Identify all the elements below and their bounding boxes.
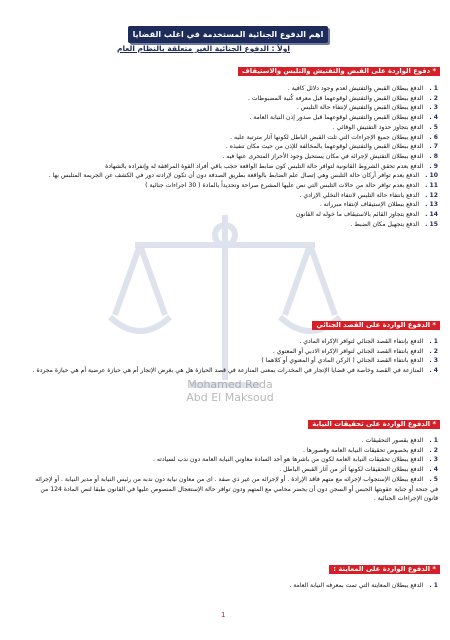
- item-text: الدفع بقصور التحقيقات .: [361, 437, 424, 444]
- item-text: الدفع بانتفاء القصد الجنائي لتوافر الإكراه الادبي أو المعنوي .: [272, 347, 424, 355]
- list-item: [28, 84, 438, 94]
- item-number: 12 .: [425, 191, 438, 199]
- list-item: [28, 133, 438, 143]
- item-number: 8 .: [429, 152, 438, 160]
- list-item: [28, 475, 438, 504]
- list-item: [28, 455, 438, 465]
- group-list-prosecution-investigations: [28, 436, 438, 504]
- list-item: [28, 142, 438, 152]
- item-text: الدفع ببطلان التحقيقات لكونها أثر من آثار القبض الباطل .: [279, 466, 424, 474]
- item-number: 9 .: [429, 162, 438, 170]
- item-number: 7 .: [429, 143, 438, 151]
- list-item: [28, 465, 438, 475]
- item-number: 14 .: [425, 211, 438, 219]
- item-text: الدفع بانتفاء حالة التلبس لانتفاء التخلي الإرادي .: [299, 191, 420, 199]
- item-text: المنازعة في القصد وخاصة في قضايا الإتجار في المخدرات بمعنى المنازعة في قصد الحيازة هل هي بغرض الإتجار أم هي حيازة عرضية أم هي حيازة مجردة .: [32, 367, 424, 375]
- item-text: الدفع ببطلان تحقيقات النيابة العامة لكون من باشرها هو أحد السادة معاوني النيابة العامة دون ندب لسيادته .: [153, 456, 424, 464]
- watermark-line-2: Abd El Maksoud: [186, 391, 274, 404]
- item-number: 1 .: [429, 582, 438, 589]
- item-number: 2 .: [429, 446, 438, 454]
- section-heading: اولاً : الدفوع الجنائية الغير متعلقة بالنظام العام: [116, 44, 290, 53]
- item-number: 1 .: [429, 338, 438, 345]
- item-number: 10 .: [425, 172, 438, 180]
- list-item: [28, 162, 438, 172]
- item-number: 1 .: [429, 437, 438, 444]
- item-text: الدفع بخصوص تحقيقات النيابة العامة وقصورها .: [302, 446, 424, 454]
- item-number: 4 .: [429, 367, 438, 375]
- list-item: [28, 181, 438, 191]
- item-number: 3 .: [429, 456, 438, 464]
- list-item: [28, 152, 438, 162]
- group-list-criminal-intent: [28, 337, 438, 376]
- item-number: 5 .: [429, 123, 438, 131]
- group-list-inspection: [28, 581, 438, 591]
- list-item: [28, 123, 438, 133]
- item-number: 6 .: [429, 133, 438, 141]
- item-number: 13 .: [425, 201, 438, 209]
- group-heading-arrest-search: * دفوع الواردة على القبض والتفتيش والتلبس والاستيقاف: [238, 67, 440, 76]
- item-text: الدفع بإنتفاء القصد الجنائي لتوافر الإكراه المادي .: [299, 338, 424, 345]
- item-text: الدفع بعدم توافر حالة من حالات التلبس التي نص عليها المشرع صراحة وتحديداً بالمادة ( 30 اجراءات جنائية ): [145, 182, 420, 190]
- item-text: الدفع بعدم توافر أركان حالة التلبس وهي إتصال علم الضابط بالواقعة بطريق الصدفة دون أن تكون لإرادته دور في الكشف عن الجريمة المتلبس بها .: [48, 172, 420, 180]
- page-title: اهم الدفوع الجنائية المستخدمة في اغلب القضايا: [128, 26, 328, 43]
- list-item: [28, 347, 438, 357]
- item-number: 2 .: [429, 94, 438, 102]
- item-number: 4 .: [429, 114, 438, 122]
- watermark-text: [150, 378, 310, 404]
- list-item: [28, 356, 438, 366]
- item-text: الدفع ببطلان المعاينة التي تمت بمعرفه النيابة العامة .: [289, 582, 424, 589]
- item-number: 2 .: [429, 347, 438, 355]
- item-text: الدفع بتجهيل مكان الضبط .: [350, 220, 420, 228]
- list-item: [28, 210, 438, 220]
- list-item: [28, 446, 438, 456]
- list-item: [28, 191, 438, 201]
- item-number: 15 .: [425, 220, 438, 228]
- item-text: الدفع ببطلان الإستجواب لإجرائه مع متهم فاقد الإرادة . أو لإجرائه من غير ذي صفة . اى من معاون نيابة دون ندبه من رئيس النيابة أو مدير النيابة . أو لإجرائه في جنحة أو جناية عقوبتها الحبس أو السجن دون أن يحضر محامي مع المتهم ودون توافر حالة الإستعجال المنصوص عليها في القانون طبقا لنص المادة 124 من قانون الإجراءات الجنائية .: [35, 475, 438, 503]
- item-number: 5 .: [429, 475, 438, 483]
- list-item: [28, 171, 438, 181]
- item-number: 3 .: [429, 104, 438, 112]
- item-text: الدفع بعدم تحقق الشروط القانونية لتوافر حالة التلبس كون ضابط الواقعة حجب باقي أفراد القوة المرافقة له وإنفراده بالشهادة: [105, 162, 424, 170]
- item-text: الدفع ببطلان القبض والتفتيش لوقوعهما قبل معرفة كُنية المضبوطات .: [247, 94, 424, 102]
- list-item: [28, 113, 438, 123]
- item-text: الدفع بانتفاء القصد الجنائي ( الركن المادي أو المعنوي أو كلاهما ): [261, 357, 424, 365]
- watermark-line-1: Mohamed Reda: [187, 378, 273, 391]
- item-text: الدفع ببطلان التفتيش لإجرائه في مكان يستحيل وجود الأحراز المتحرى عنها فيه .: [222, 152, 424, 160]
- item-number: 3 .: [429, 357, 438, 365]
- item-text: الدفع ببطلان القبض والتفتيش لوقوعهما بالمخالفة للإذن من حيث مكان تنفيذه .: [225, 143, 424, 151]
- item-number: 1 .: [429, 85, 438, 92]
- list-item: [28, 366, 438, 376]
- item-text: الدفع بتجاوز حدود التفتيش الوقائي .: [332, 123, 424, 131]
- group-heading-inspection: * الدفوع الواردة على المعاينة :: [329, 565, 440, 574]
- list-item: [28, 220, 438, 230]
- list-item: [28, 436, 438, 446]
- item-text: الدفع ببطلان الإستيقاف لإنتفاء مبرراته .: [319, 201, 420, 209]
- list-item: [28, 337, 438, 347]
- item-number: 11 .: [425, 182, 438, 190]
- list-item: [28, 200, 438, 210]
- item-text: الدفع ببطلان القبض والتفتيش لإنتفاء حالة التلبس .: [296, 104, 424, 112]
- item-text: الدفع ببطلان القبض والتفتيش لوقوعهما قبل صدور إذن النيابة العامة .: [249, 114, 424, 122]
- list-item: [28, 94, 438, 104]
- item-number: 4 .: [429, 466, 438, 474]
- group-list-arrest-search: [28, 84, 438, 230]
- list-item: [28, 103, 438, 113]
- page-number: 1: [221, 611, 226, 619]
- group-heading-criminal-intent: * الدفوع الواردة على القصد الجنائي: [312, 321, 440, 330]
- item-text: الدفع ببطلان القبض والتفتيش لعدم وجود دلائل كافية .: [287, 85, 424, 92]
- item-text: الدفع ببطلان جميع الإجراءات التي تلت القبض الباطل لكونها آثار مترتبة عليه .: [230, 133, 424, 141]
- group-heading-prosecution-investigations: * الدفوع الواردة على تحقيقات النيابة: [308, 420, 440, 429]
- item-text: الدفع بتجاوز القائم بالاستيقاف ما خوله له القانون: [296, 211, 420, 219]
- list-item: [28, 581, 438, 591]
